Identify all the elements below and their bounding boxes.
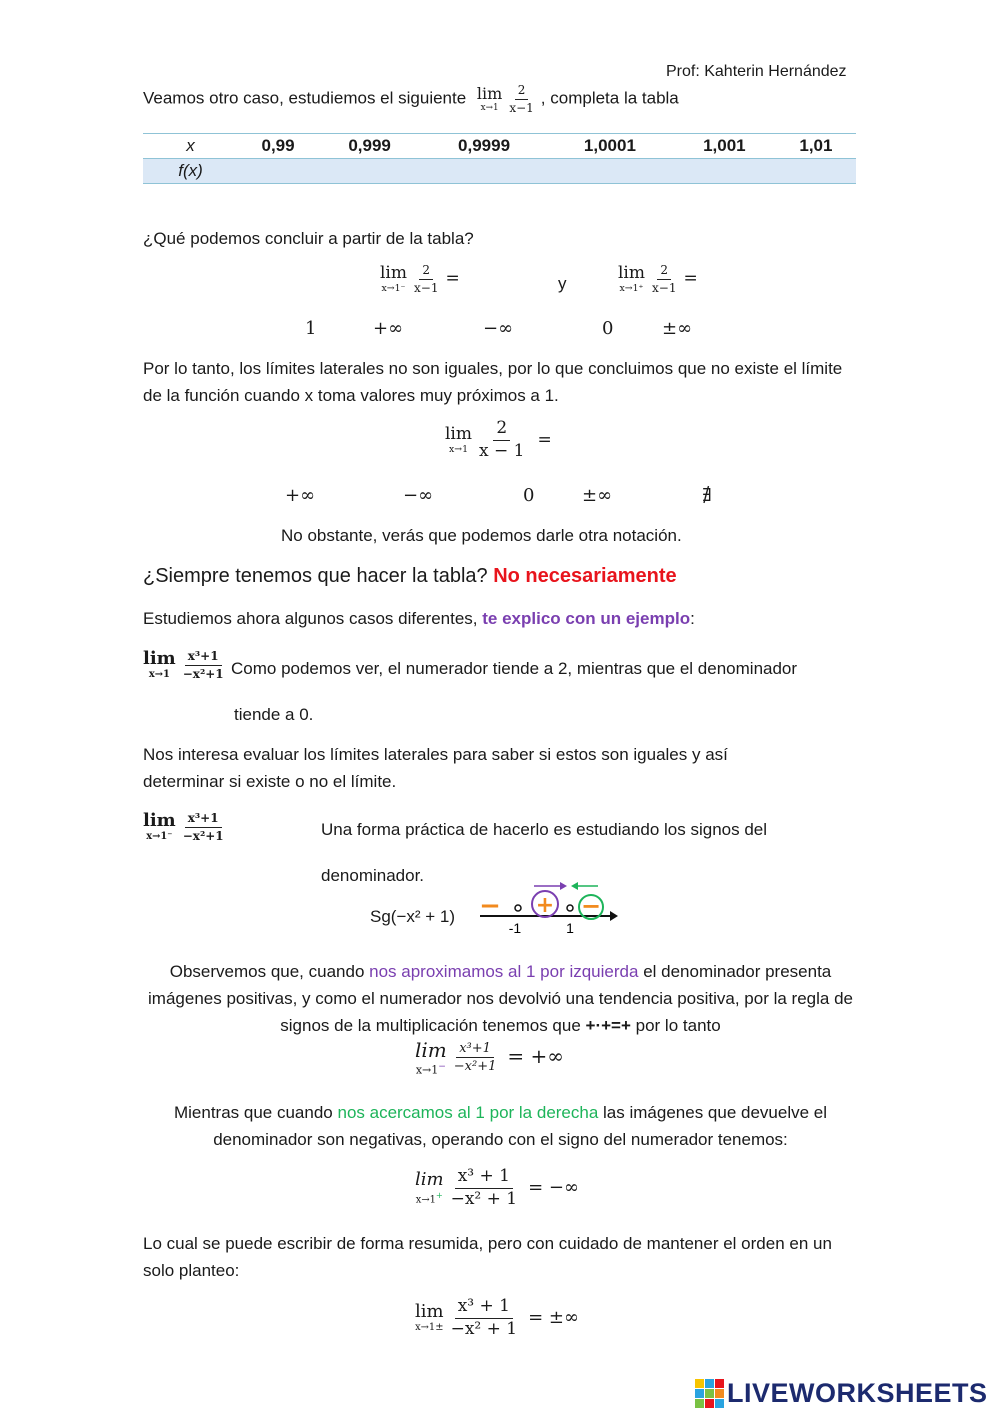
table-cell-x: 1,001 [673,134,776,159]
result-limit-both [415,1298,579,1339]
table-cell-fx-input[interactable] [318,159,421,184]
fraction-denominator: −x²+1 [453,1059,497,1075]
table-cell-fx-input[interactable] [673,159,776,184]
lim-sub: x→1⁻ [146,831,173,843]
lim-word: lim [380,262,407,283]
table-cell-fx-input[interactable] [421,159,547,184]
fraction-denominator: −x² + 1 [450,1318,518,1339]
sign-plus-middle: + [535,893,555,918]
main-fraction [476,420,527,461]
lim-sub: x→1 [448,444,469,456]
option-plusminus-inf[interactable]: ±∞ [582,485,613,506]
fraction-numerator: x³+1 [456,1042,494,1059]
study-highlight: te explico con un ejemplo [482,609,691,628]
lim-word: lim [415,1038,447,1062]
intro-prefix: Veamos otro caso, estudiemos el siguiente [143,88,467,108]
example-text-1: Como podemos ver, el numerador tiende a 2, mientras que el denominador [231,659,798,678]
lim-sub: x→1 [480,102,499,113]
left-limit [380,264,460,294]
paragraph-3: Lo cual se puede escribir de forma resumida, pero con cuidado de mantener el orden en un solo planteo: [143,1234,832,1280]
table-cell-fx-input[interactable] [238,159,318,184]
paragraph-2: Nos interesa evaluar los límites laterales para saber si estos son iguales y así determinar si existe o no el límite. [143,745,728,791]
example-text-2: tiende a 0. [234,705,314,724]
option-1[interactable]: 1 [305,318,317,339]
table-cell-x: 1,0001 [547,134,673,159]
fraction-numerator: x³+1 [185,812,222,828]
fraction-numerator: 2 [657,264,671,280]
left-lim [380,262,407,294]
study-end: : [690,609,695,628]
table-header-x: x [143,134,238,159]
study-text: Estudiemos ahora algunos casos diferentes, [143,609,478,628]
fraction-numerator: x³ + 1 [455,1298,513,1319]
observe-paragraph [143,958,858,1039]
result3-fraction [448,1298,521,1339]
result3-lim [415,1303,444,1333]
section-heading [143,562,677,590]
example2-limit [143,812,231,842]
fraction-numerator: 2 [493,420,510,441]
lim-sub-sign: − [438,1061,446,1072]
example2-lim [143,812,176,842]
tick-one: 1 [566,920,574,936]
lim-word: lim [445,424,472,445]
tick-minus-one: -1 [508,920,522,936]
author-label: Prof: Kahterin Hernández [666,63,847,80]
lim-sub: x→1± [415,1322,444,1334]
lim-sub: x→1⁻ [381,282,406,294]
lim-sub: x→1 [148,669,170,681]
fraction-denominator: x − 1 [479,440,525,461]
while-text-1: Mientras que cuando [173,1103,333,1122]
sign-label: Sg(−x² + 1) [370,907,456,926]
study-line [143,605,695,632]
option-not-exists[interactable]: ∄ [702,485,712,506]
note-line: No obstante, verás que podemos darle otra notación. [281,526,682,545]
right-limit [618,264,698,294]
example2-fraction [180,812,227,842]
example-lim [143,650,176,680]
observe-text-1: Observemos que, cuando [169,962,365,981]
result1-fraction [451,1042,500,1074]
fraction-denominator: x−1 [652,280,677,295]
and-label: y [558,274,567,293]
paragraph-1: Por lo tanto, los límites laterales no son iguales, por lo que concluimos que no existe el límite de la función cuando x toma valores muy próximos a 1. [143,359,843,405]
arrow-from-left-head [560,882,567,890]
table-cell-x: 0,9999 [421,134,547,159]
table-cell-fx-input[interactable] [776,159,856,184]
table-row-x [143,134,856,159]
right-fraction [649,264,679,294]
main-lim [445,426,472,454]
heading-highlight: No necesariamente [493,565,677,587]
open-point-minus-one [515,905,521,911]
observe-highlight: nos aproximamos al 1 por izquierda [369,962,639,981]
arrow-from-right-head [571,882,578,890]
example-fraction [180,650,227,680]
result1-value: = +∞ [507,1044,564,1069]
sign-rule: +·+=+ [585,1016,631,1035]
equals-sign: = [537,429,552,450]
observe-text-3: por lo tanto [635,1016,721,1035]
heading-text: ¿Siempre tenemos que hacer la tabla? [143,565,488,587]
option-plus-inf[interactable]: +∞ [373,318,404,339]
result2-value: = −∞ [528,1177,579,1199]
sign-diagram [470,876,630,938]
liveworksheets-logo-icon [695,1379,725,1409]
result1-lim [415,1040,447,1076]
lim-word: lim [143,810,176,832]
lim-word: lim [415,1169,444,1191]
observe-text-2: el denominador presenta imágenes positivas, y como el numerador nos devolvió una tendencia positiva, por la regla de signos de la multiplicación tenemos que [148,962,853,1035]
liveworksheets-logo [695,1378,988,1409]
lim-word: lim [143,648,176,670]
number-line-arrowhead [610,911,618,921]
result-limit-left [415,1040,564,1076]
result2-lim [415,1171,444,1205]
fraction-numerator: x³+1 [185,650,222,666]
equals-sign: = [683,268,698,289]
example2-text-1: Una forma práctica de hacerlo es estudiando los signos del [321,820,768,839]
option-minus-inf[interactable]: −∞ [483,318,514,339]
option-0[interactable]: 0 [602,318,614,339]
while-text-2: las imágenes que devuelve el denominador son negativas, operando con el signo del numerador tenemos: [213,1103,828,1149]
fraction-numerator: 2 [419,264,433,280]
table-header-fx: f(x) [143,159,238,184]
table-cell-x: 0,999 [318,134,421,159]
result2-fraction [448,1168,521,1209]
example-limit [143,650,231,680]
equals-sign: = [445,268,460,289]
fraction-numerator: x³ + 1 [455,1168,513,1189]
result3-value: = ±∞ [528,1307,579,1329]
intro-line [143,84,679,114]
fraction-denominator: x−1 [509,100,534,115]
lim-sub-sign: + [435,1190,443,1201]
open-point-one [567,905,573,911]
logo-text: LIVEWORKSHEETS [727,1378,988,1408]
result-limit-right [415,1168,579,1209]
option-plus-inf[interactable]: +∞ [285,485,316,506]
lim-word: lim [415,1301,444,1323]
lim-word: lim [476,83,503,103]
main-limit [445,420,552,461]
while-highlight: nos acercamos al 1 por la derecha [337,1103,599,1122]
lim-sub: x→1 [415,1194,436,1206]
lim-sub: x→1 [415,1063,439,1077]
option-plusminus-inf[interactable]: ±∞ [662,318,693,339]
fraction-denominator: −x²+1 [182,828,224,843]
example2-text-2: denominador. [321,866,425,885]
fraction-numerator: 2 [515,84,529,100]
sign-minus-left: − [479,891,501,921]
fraction-denominator: −x²+1 [182,666,224,681]
intro-suffix: , completa la tabla [540,88,679,108]
values-table-wrap [143,133,856,184]
lim-word: lim [618,262,645,283]
intro-limit [476,83,503,113]
table-cell-x: 0,99 [238,134,318,159]
table-cell-x: 1,01 [776,134,856,159]
lim-sub: x→1⁺ [619,282,644,294]
option-0[interactable]: 0 [523,485,535,506]
while-paragraph [143,1099,858,1153]
table-cell-fx-input[interactable] [547,159,673,184]
intro-fraction [506,84,536,114]
fraction-denominator: x−1 [414,280,439,295]
values-table [143,133,856,184]
question-1: ¿Qué podemos concluir a partir de la tabla? [143,229,474,248]
option-minus-inf[interactable]: −∞ [403,485,434,506]
sign-minus-right: − [580,892,602,920]
table-row-fx [143,159,856,184]
left-fraction [411,264,441,294]
right-lim [618,262,645,294]
fraction-denominator: −x² + 1 [450,1188,518,1209]
